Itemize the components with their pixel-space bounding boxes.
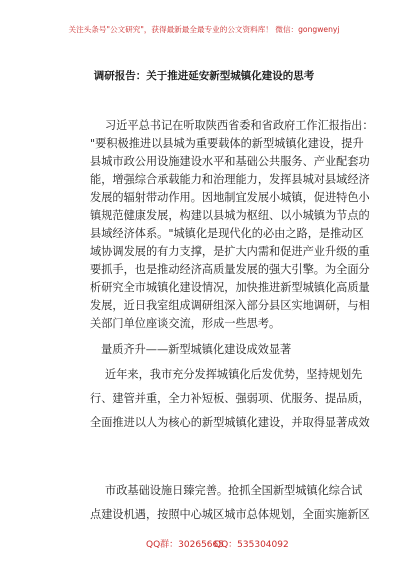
- body-line: 近年来，我市充分发挥城镇化后发优势，坚持规划先: [105, 368, 363, 381]
- body-line: 习近平总书记在听取陕西省委和省政府工作汇报指出：: [105, 119, 374, 132]
- footer-qq-number: QQ：535304092: [214, 540, 289, 550]
- body-line: 县城市政公用设施建设水平和基础公共服务、产业配套功: [90, 155, 370, 168]
- document-title: 调研报告：关于推进延安新型城镇化建设的思考: [93, 70, 315, 82]
- header-promo-note: 关注头条号"公文研究"，获得最新最全最专业的公文资料库！ 微信：gongwenyj: [68, 25, 340, 34]
- body-line: 镇规范健康发展，构建以县城为枢纽、以小城镇为节点的: [90, 209, 370, 222]
- section-heading: 量质齐升——新型城镇化建设成效显著: [101, 343, 292, 356]
- body-line: 全面推进以人为核心的新型城镇化建设，并取得显著成效: [90, 416, 370, 429]
- body-line: 域协调发展的有力支撑，是扩大内需和促进产业升级的重: [90, 245, 370, 258]
- body-line: 能，增强综合承载能力和治理能力，发挥县城对县域经济: [90, 173, 370, 186]
- body-line: 发展的辐射带动作用。因地制宜发展小城镇，促进特色小: [90, 191, 370, 204]
- body-line: 县域经济体系。"城镇化是现代化的必由之路，是推动区: [90, 227, 364, 240]
- footer-qq-group: QQ群：30265665: [146, 540, 224, 550]
- body-line: 关部门单位座谈交流，形成一些思考。: [90, 317, 281, 330]
- body-line: 点建设机遇，按照中心城区城市总体规划，全面实施新区: [90, 508, 370, 521]
- body-line: 析研究全市城镇化建设情况，加快推进新型城镇化高质量: [90, 281, 370, 294]
- body-line: 市政基础设施日臻完善。抢抓全国新型城镇化综合试: [105, 484, 363, 497]
- body-line: 发展，近日我室组成调研组深入部分县区实地调研，与相: [90, 299, 370, 312]
- body-line: 行、建管并重，全力补短板、强弱项、优服务、提品质，: [90, 392, 370, 405]
- body-line: "要积极推进以县城为重要载体的新型城镇化建设，提升: [90, 137, 364, 150]
- body-line: 要抓手，也是推动经济高质量发展的强大引擎。为全面分: [90, 263, 370, 276]
